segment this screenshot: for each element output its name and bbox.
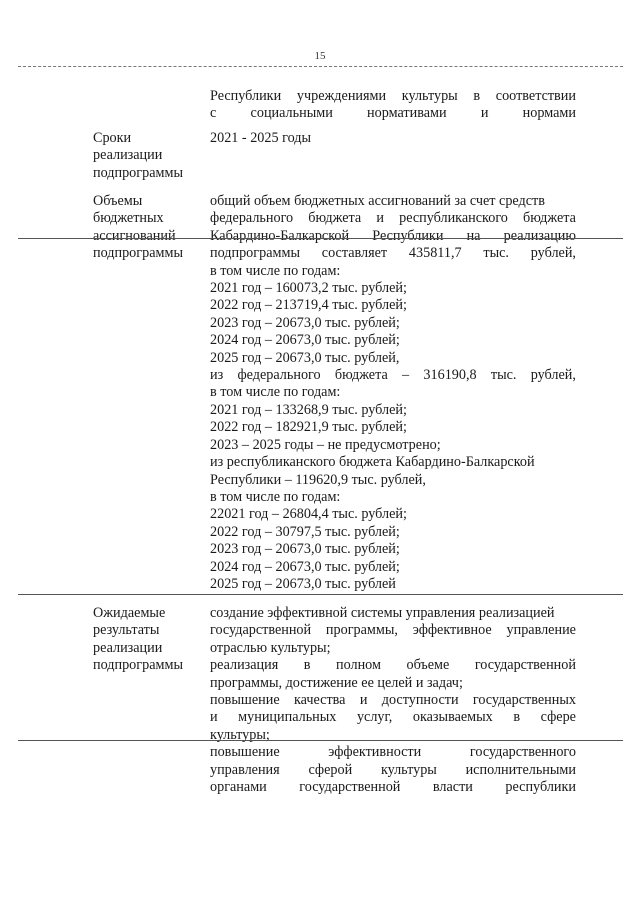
word: управления xyxy=(210,761,280,778)
word: доступности xyxy=(381,692,459,709)
word: 435811,7 xyxy=(408,245,462,262)
text-line: в том числе по годам: xyxy=(210,262,341,279)
word: бюджета xyxy=(308,210,362,227)
text-line: 2025 год – 20673,0 тыс. рублей xyxy=(210,575,396,592)
word: сферой xyxy=(308,761,353,778)
text-line: Сроки xyxy=(93,130,132,146)
text-line: 2024 год – 20673,0 тыс. рублей; xyxy=(210,332,400,349)
text-line: бюджетных xyxy=(93,210,164,227)
text-line: из республиканского бюджета Кабардино-Балкарской xyxy=(210,454,535,471)
text-line: создание эффективной системы управления реализацией xyxy=(210,605,555,621)
text-line: ассигнований xyxy=(93,227,176,244)
word: в xyxy=(473,88,481,104)
text-line: отраслью культуры; xyxy=(210,639,331,656)
scan-rule-1 xyxy=(18,238,623,239)
text-line xyxy=(210,622,576,639)
text-line: 2021 - 2025 годы xyxy=(210,130,312,146)
text-line: 2025 год – 20673,0 тыс. рублей, xyxy=(210,349,400,366)
text-line: 2022 год – 30797,5 тыс. рублей; xyxy=(210,523,400,540)
text-line xyxy=(210,762,576,779)
budget-text xyxy=(210,193,576,593)
word: подпрограммы xyxy=(210,245,300,262)
word: государственной xyxy=(299,779,401,796)
label-results xyxy=(93,605,203,675)
header-rule xyxy=(18,66,623,67)
text-line xyxy=(210,692,576,709)
word: рублей, xyxy=(530,367,576,384)
word: республиканского xyxy=(399,210,508,227)
word: эффективное xyxy=(412,622,492,639)
word: и xyxy=(359,692,368,709)
text-line: реализации xyxy=(93,639,163,656)
text-line: 2023 год – 20673,0 тыс. рублей; xyxy=(210,314,400,331)
word: органами xyxy=(210,779,267,796)
text-line: реализации xyxy=(93,147,163,164)
word: бюджета xyxy=(334,367,388,384)
word: и xyxy=(376,210,384,227)
word: из xyxy=(210,367,224,384)
word: 316190,8 xyxy=(423,367,477,384)
text-line: подпрограммы xyxy=(93,164,183,181)
word: эффективности xyxy=(328,744,422,761)
text-line: общий объем бюджетных ассигнований за счет средств xyxy=(210,193,545,209)
word: оказываемых xyxy=(412,709,493,726)
text-line xyxy=(210,744,576,761)
word: республики xyxy=(505,779,576,796)
word: качества xyxy=(293,692,346,709)
word: культуры xyxy=(401,88,458,104)
text-line: 2023 – 2025 годы – не предусмотрено; xyxy=(210,436,441,453)
text-line xyxy=(210,709,576,726)
duration-text xyxy=(210,130,576,147)
label-duration xyxy=(93,130,203,182)
text-line xyxy=(210,657,576,674)
word: на xyxy=(466,227,481,244)
text-line: 22021 год – 26804,4 тыс. рублей; xyxy=(210,506,407,523)
text-line: культуры; xyxy=(210,726,270,743)
word: и xyxy=(210,709,218,726)
row-divider xyxy=(18,594,623,595)
text-line: с социальными нормативами и нормами xyxy=(210,105,576,122)
text-line: подпрограммы xyxy=(93,245,183,262)
results-text xyxy=(210,605,576,796)
label-budget xyxy=(93,193,203,263)
text-line: 2024 год – 20673,0 тыс. рублей; xyxy=(210,558,400,575)
word: исполнительными xyxy=(465,761,576,778)
text-line: Объемы xyxy=(93,193,143,209)
word: бюджета xyxy=(523,210,576,227)
text-line: программы, достижение ее целей и задач; xyxy=(210,674,463,691)
text-line: подпрограммы xyxy=(93,657,183,674)
text-line xyxy=(210,210,576,227)
text-line: Республики – 119620,9 тыс. рублей, xyxy=(210,471,426,488)
word: полном xyxy=(335,657,381,674)
word: соответствии xyxy=(495,88,576,104)
word: Кабардино-Балкарской xyxy=(210,227,350,244)
text-line: 2022 год – 182921,9 тыс. рублей; xyxy=(210,419,407,436)
word: культуры xyxy=(380,761,437,778)
page-number: 15 xyxy=(314,50,326,62)
scan-rule-2 xyxy=(18,740,623,741)
word: государственного xyxy=(469,744,576,761)
word: власти xyxy=(432,779,473,796)
text-line: 2023 год – 20673,0 тыс. рублей; xyxy=(210,541,400,558)
text-line: в том числе по годам: xyxy=(210,384,341,401)
text-line xyxy=(210,88,576,105)
word: управление xyxy=(506,622,576,639)
word: объеме xyxy=(406,657,450,674)
word: федерального xyxy=(210,210,294,227)
word: реализация xyxy=(210,657,279,674)
word: – xyxy=(402,367,410,384)
word: тыс. xyxy=(490,367,517,384)
word: повышение xyxy=(210,744,280,761)
word: тыс. xyxy=(483,245,509,262)
text-line: Ожидаемые xyxy=(93,605,166,621)
text-line: в том числе по годам: xyxy=(210,488,341,505)
word: Республики xyxy=(372,227,444,244)
word: повышение xyxy=(210,692,280,709)
word: составляет xyxy=(321,245,388,262)
word: государственной xyxy=(474,657,576,674)
word: Республики xyxy=(210,88,282,104)
text-line: 2022 год – 213719,4 тыс. рублей; xyxy=(210,297,407,314)
word: в xyxy=(303,657,311,674)
text-line xyxy=(210,367,576,384)
word: услуг, xyxy=(356,709,393,726)
text-line xyxy=(210,228,576,245)
text-line: результаты xyxy=(93,622,160,639)
word: сфере xyxy=(540,709,576,726)
word: программы, xyxy=(325,622,398,639)
word: федерального xyxy=(237,367,321,384)
text-line xyxy=(210,245,576,262)
word: реализацию xyxy=(503,227,576,244)
text-line xyxy=(210,779,576,796)
text-line: 2021 год – 133268,9 тыс. рублей; xyxy=(210,401,407,418)
word: учреждениями xyxy=(296,88,387,104)
word: муниципальных xyxy=(238,709,337,726)
text-line: 2021 год – 160073,2 тыс. рублей; xyxy=(210,280,407,297)
word: государственной xyxy=(210,622,312,639)
word: рублей, xyxy=(530,245,576,262)
word: в xyxy=(513,709,521,726)
word: государственных xyxy=(472,692,576,709)
intro-continuation xyxy=(210,88,576,123)
